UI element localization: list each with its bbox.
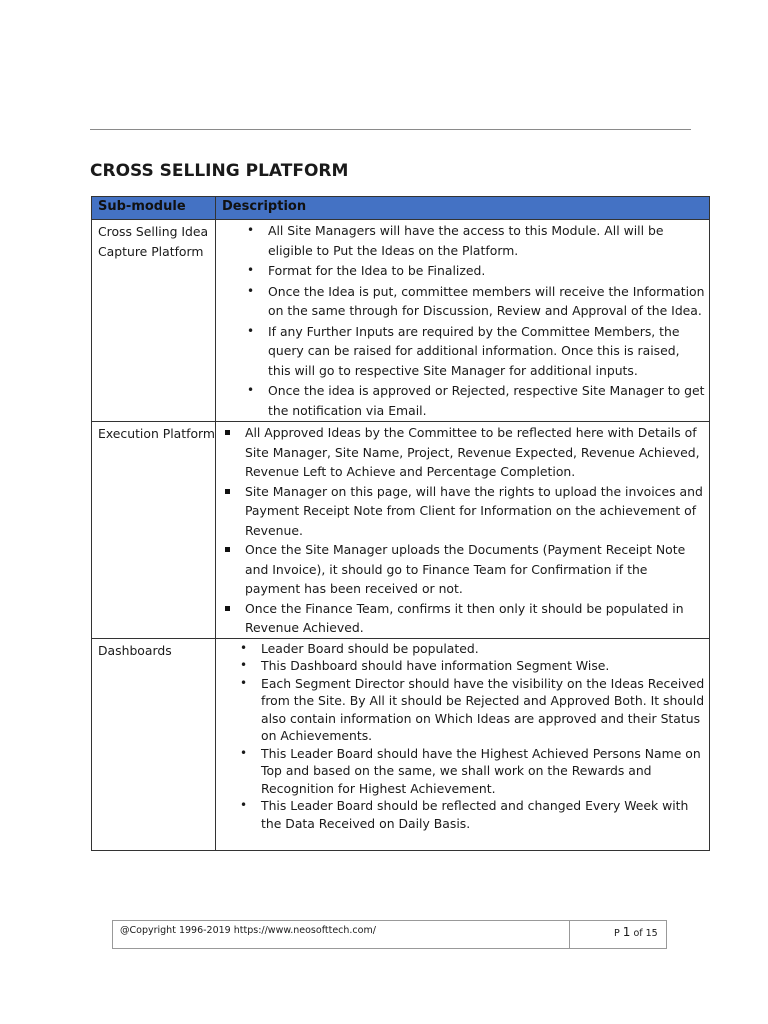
list-item: • Format for the Idea to be Finalized. [216, 261, 705, 281]
page-footer [112, 920, 667, 949]
list-item: Once the Site Manager uploads the Documents (Payment Receipt Note and Invoice), it should go to Finance Team for Confirmation if the payment has been received or not. [216, 540, 705, 599]
list-item: • Once the Idea is put, committee members will receive the Information on the same through for Discussion, Review and Approval of the Idea. [216, 282, 705, 321]
description-cell [216, 422, 710, 639]
table-row [92, 422, 710, 639]
copyright-text: @Copyright 1996-2019 https://www.neosofttech.com/ [120, 925, 376, 936]
list-item: • This Leader Board should have the Highest Achieved Persons Name on Top and based on the same, we shall work on the Rewards and Recognition for Highest Achievement. [216, 745, 705, 798]
table-row [92, 638, 710, 850]
submodule-cell: Cross Selling Idea Capture Platform [92, 220, 216, 422]
table-row [92, 220, 710, 422]
bullet-list [216, 423, 705, 638]
list-item: • All Site Managers will have the access to this Module. All will be eligible to Put the Ideas on the Platform. [216, 221, 705, 260]
list-item: • This Dashboard should have information Segment Wise. [216, 657, 705, 675]
page-total: of 15 [633, 928, 658, 939]
page-title: CROSS SELLING PLATFORM [90, 161, 349, 181]
page-number-box [569, 921, 667, 948]
page-prefix: P [614, 928, 620, 939]
description-cell [216, 638, 710, 850]
module-table [91, 196, 710, 851]
list-item: All Approved Ideas by the Committee to be reflected here with Details of Site Manager, Site Name, Project, Revenue Expected, Revenue Achieved, Revenue Left to Achieve and Percentage Completion. [216, 423, 705, 482]
bullet-list [216, 221, 705, 420]
table-header-row [92, 197, 710, 220]
bullet-list [216, 640, 705, 833]
column-header-description: Description [216, 197, 710, 220]
submodule-cell: Dashboards [92, 638, 216, 850]
list-item: • Leader Board should be populated. [216, 640, 705, 658]
header-rule [90, 129, 691, 130]
list-item: • Each Segment Director should have the visibility on the Ideas Received from the Site. By All it should be Rejected and Approved Both. It should also contain information on Which Ideas are approved and their Status on Achievements. [216, 675, 705, 745]
list-item: • Once the idea is approved or Rejected, respective Site Manager to get the notification via Email. [216, 381, 705, 420]
page-indicator [614, 925, 658, 939]
list-item: Site Manager on this page, will have the rights to upload the invoices and Payment Receipt Note from Client for Information on the achievement of Revenue. [216, 482, 705, 541]
column-header-submodule: Sub-module [92, 197, 216, 220]
description-cell [216, 220, 710, 422]
page-number: 1 [622, 925, 631, 939]
submodule-cell: Execution Platform [92, 422, 216, 639]
list-item: • This Leader Board should be reflected and changed Every Week with the Data Received on Daily Basis. [216, 797, 705, 832]
list-item: • If any Further Inputs are required by the Committee Members, the query can be raised for additional information. Once this is raised, this will go to respective Site Manager for additional inputs. [216, 322, 705, 381]
list-item: Once the Finance Team, confirms it then only it should be populated in Revenue Achieved. [216, 599, 705, 638]
